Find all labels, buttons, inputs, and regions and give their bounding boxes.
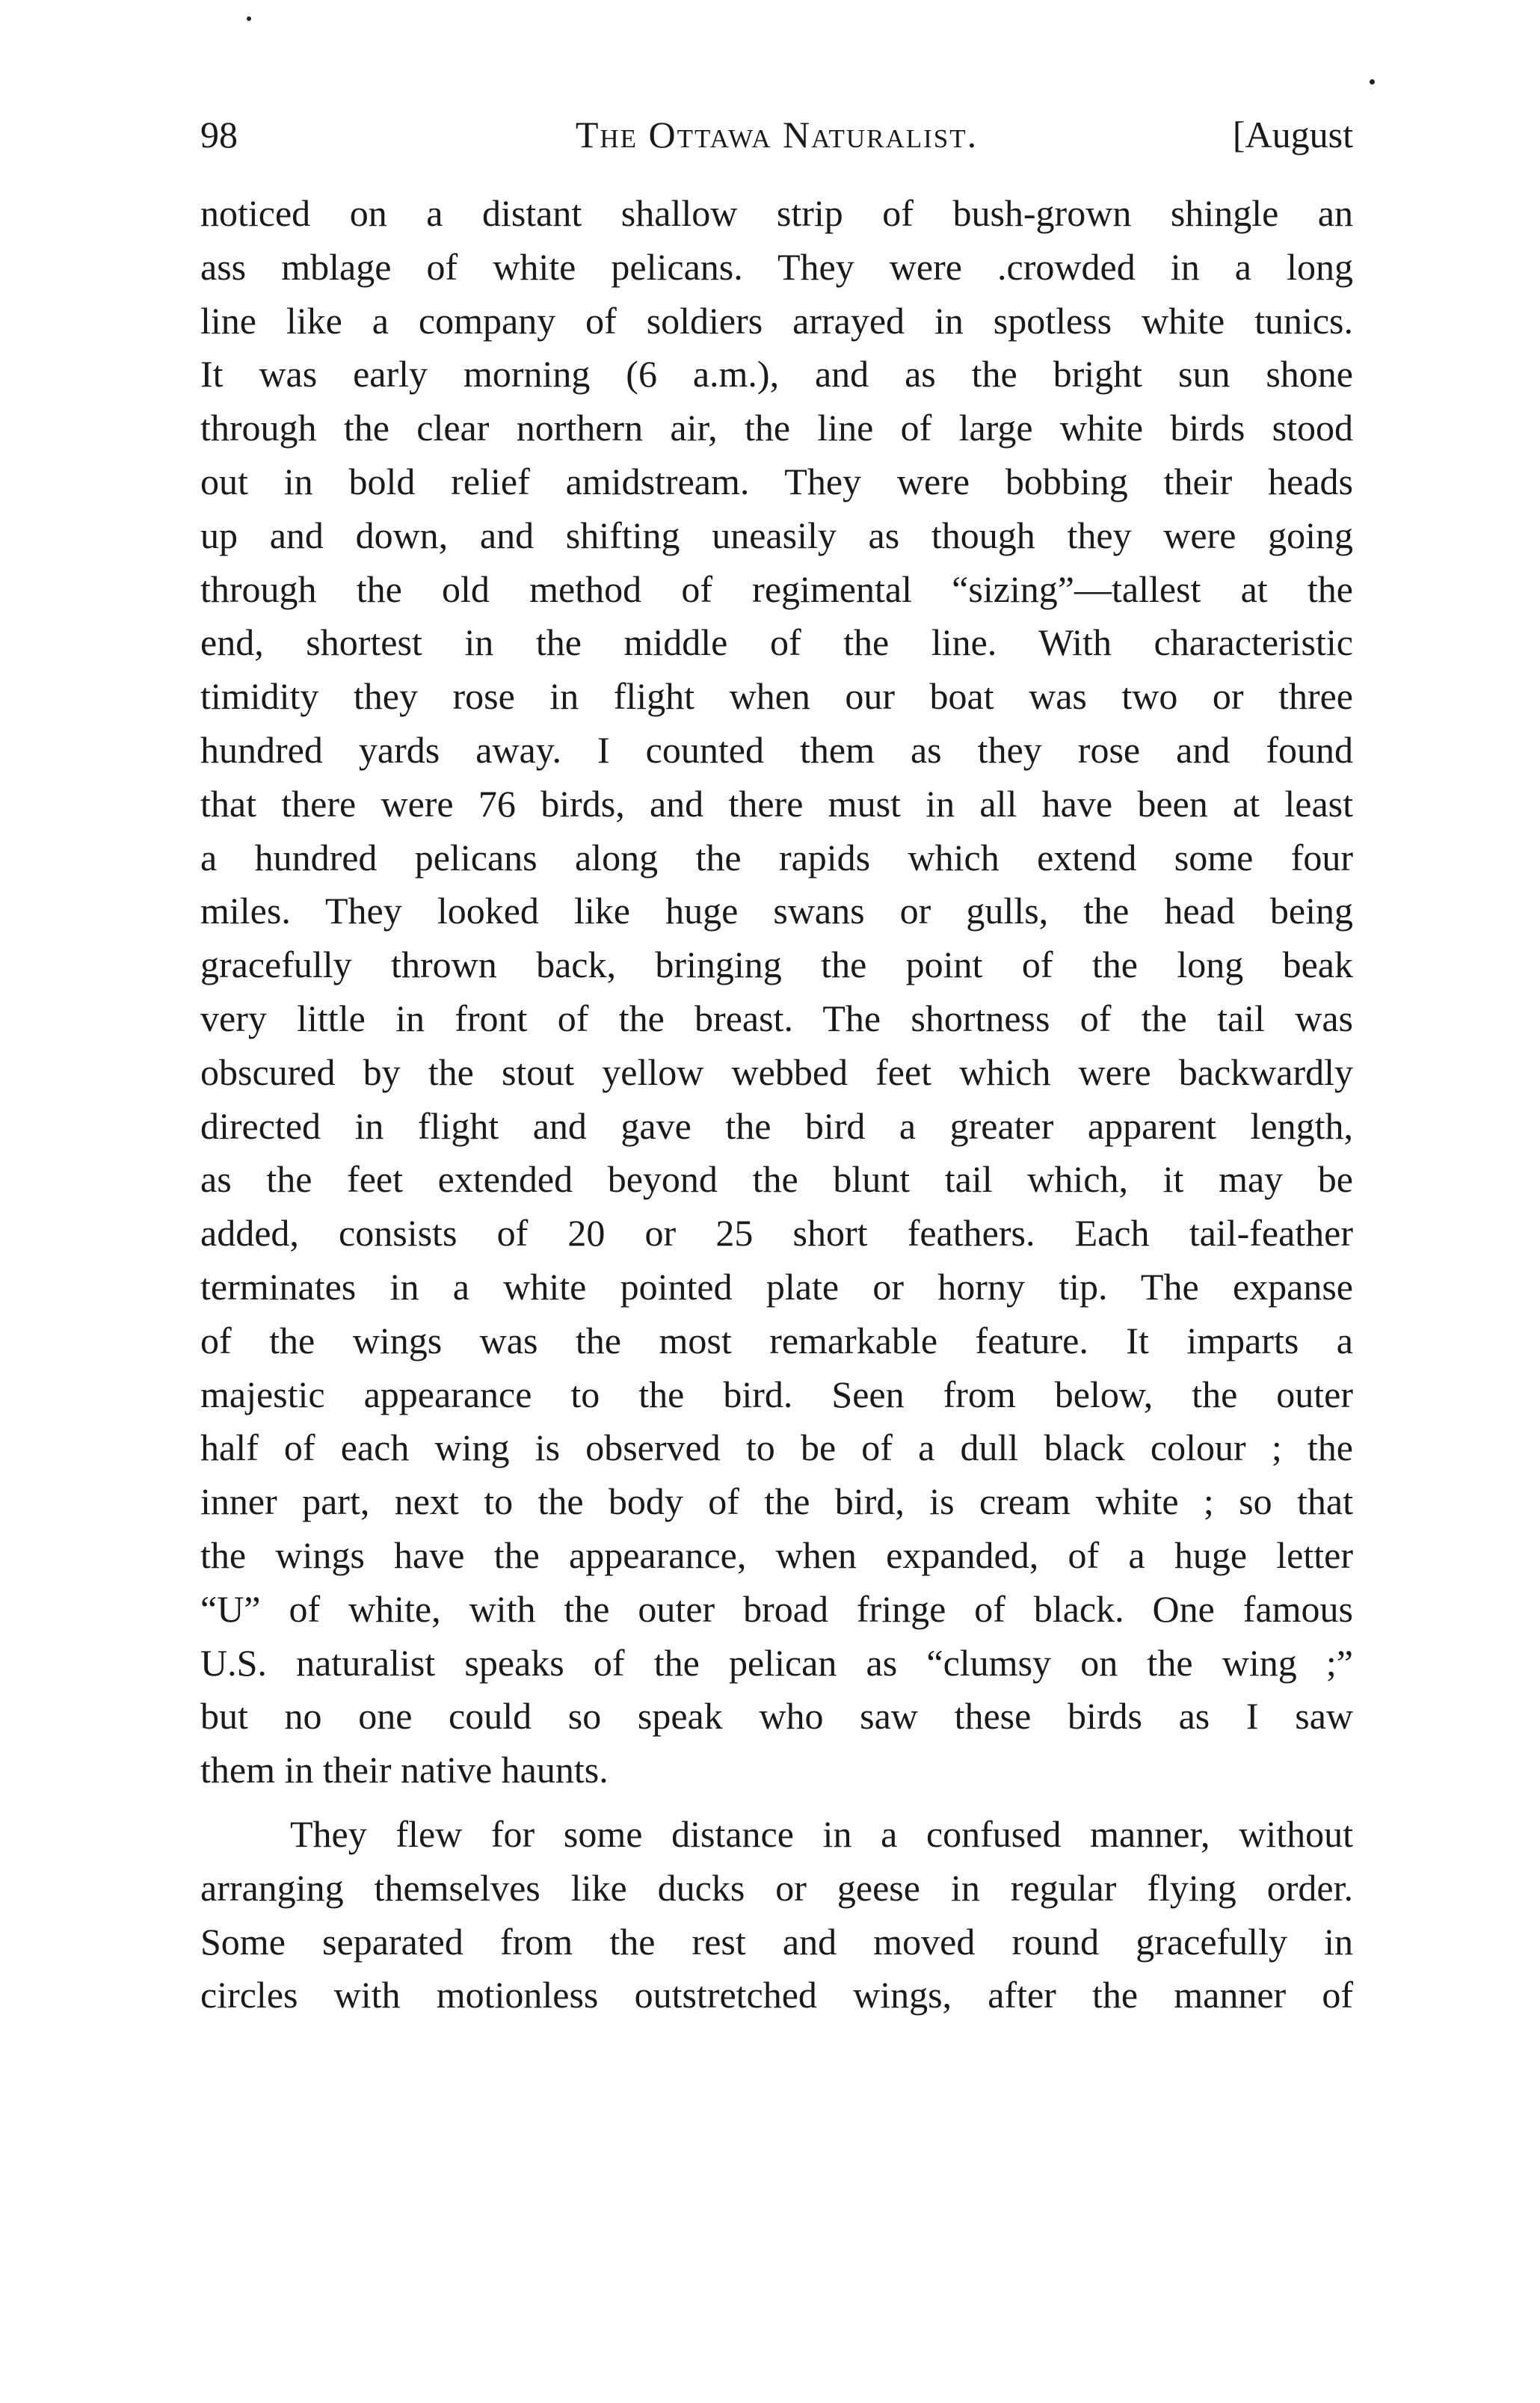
text-line: hundred yards away. I counted them as they rose and found: [200, 728, 1353, 771]
text-line: It was early morning (6 a.m.), and as the bright sun shone: [200, 353, 1353, 396]
text-line: majestic appearance to the bird. Seen from below, the outer: [200, 1373, 1353, 1415]
text-line: added, consists of 20 or 25 short feathers. Each tail-feather: [200, 1212, 1353, 1255]
paragraph: [200, 187, 1353, 1797]
text-line: timidity they rose in flight when our boat was two or three: [200, 675, 1353, 718]
text-line: line like a company of soldiers arrayed in spotless white tunics.: [200, 299, 1353, 342]
print-speck: [1370, 79, 1375, 84]
text-line: Some separated from the rest and moved round gracefully in: [200, 1920, 1353, 1963]
text-line: a hundred pelicans along the rapids which extend some four: [200, 836, 1353, 879]
text-line: gracefully thrown back, bringing the point of the long beak: [200, 944, 1353, 986]
text-line: arranging themselves like ducks or geese in regular flying order.: [200, 1866, 1353, 1909]
running-header: [200, 105, 1353, 164]
text-line: through the clear northern air, the line of large white birds stood: [200, 407, 1353, 449]
text-line: terminates in a white pointed plate or horny tip. The expanse: [200, 1265, 1353, 1308]
paragraph: [200, 1808, 1353, 2022]
text-line: of the wings was the most remarkable feature. It imparts a: [200, 1319, 1353, 1362]
text-line: directed in flight and gave the bird a greater apparent length,: [200, 1104, 1353, 1147]
text-line: out in bold relief amidstream. They were bobbing their heads: [200, 460, 1353, 502]
text-line: end, shortest in the middle of the line. With characteristic: [200, 621, 1353, 664]
issue-month: [August: [1232, 114, 1353, 156]
text-line: but no one could so speak who saw these birds as I saw: [200, 1695, 1353, 1738]
text-line: “U” of white, with the outer broad fringe of black. One famous: [200, 1587, 1353, 1630]
text-line: up and down, and shifting uneasily as though they were going: [200, 514, 1353, 556]
text-line: obscured by the stout yellow webbed feet which were backwardly: [200, 1050, 1353, 1093]
text-line: as the feet extended beyond the blunt tail which, it may be: [200, 1158, 1353, 1201]
journal-title: The Ottawa Naturalist.: [575, 114, 979, 156]
text-line: them in their native haunts.: [200, 1749, 609, 1791]
print-speck: [247, 16, 251, 21]
text-line: that there were 76 birds, and there must in all have been at least: [200, 782, 1353, 825]
text-line: half of each wing is observed to be of a dull black colour ; the: [200, 1427, 1353, 1469]
text-line: miles. They looked like huge swans or gulls, the head being: [200, 890, 1353, 932]
text-line: ass mblage of white pelicans. They were .crowded in a long: [200, 245, 1353, 288]
text-line: noticed on a distant shallow strip of bush-grown shingle an: [200, 192, 1353, 234]
page-number: 98: [200, 114, 238, 156]
paragraph-gap: [200, 1797, 1353, 1808]
text-line: U.S. naturalist speaks of the pelican as “clumsy on the wing ;”: [200, 1641, 1353, 1684]
text-line: circles with motionless outstretched wings, after the manner of: [200, 1974, 1353, 2016]
text-line: the wings have the appearance, when expanded, of a huge letter: [200, 1533, 1353, 1576]
text-line: inner part, next to the body of the bird, is cream white ; so that: [200, 1480, 1353, 1523]
text-line: through the old method of regimental “sizing”—tallest at the: [200, 567, 1353, 610]
text-line: They flew for some distance in a confused manner, without: [290, 1812, 1353, 1855]
text-line: very little in front of the breast. The shortness of the tail was: [200, 997, 1353, 1039]
article-body: [200, 187, 1353, 2022]
